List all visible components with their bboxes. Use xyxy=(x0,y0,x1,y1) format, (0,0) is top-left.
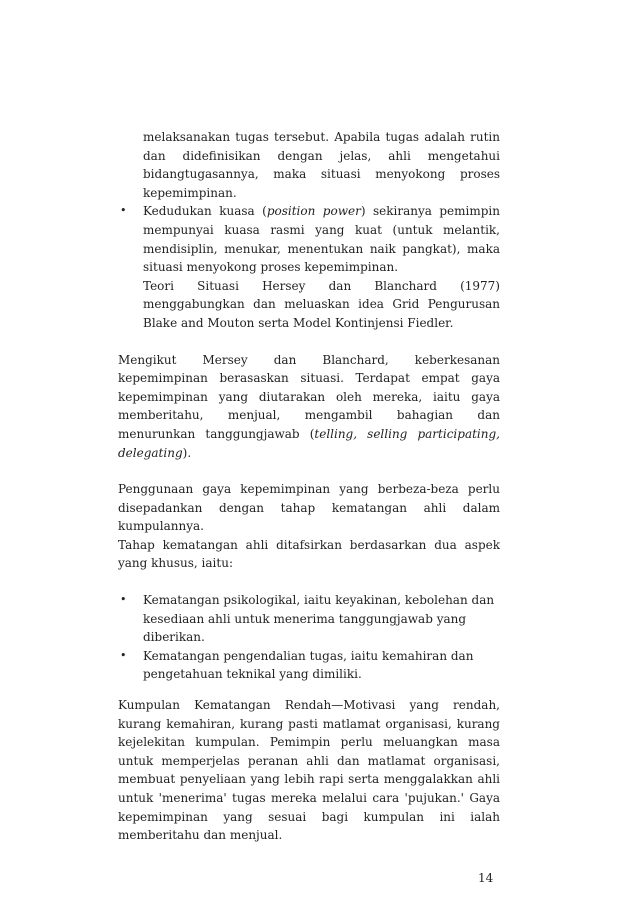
text-span: ) sekiranya pemimpin xyxy=(360,204,500,219)
text-line: Penggunaan gaya kepemimpinan yang berbeza-beza perlu xyxy=(118,482,500,497)
text-line: kepemimpinan. xyxy=(143,185,237,200)
text-line: membuat penyeliaan yang lebih rapi serta menggalakkan ahli xyxy=(118,772,500,787)
text-line: kepemimpinan yang diutarakan oleh mereka, iaitu gaya xyxy=(118,389,500,404)
bullet-position-power xyxy=(118,202,500,276)
text-line: yang khusus, iaitu: xyxy=(118,556,233,571)
text-line: Kematangan pengendalian tugas, iaitu kemahiran dan xyxy=(143,648,474,663)
text-line: Kumpulan Kematangan Rendah—Motivasi yang rendah, xyxy=(118,698,500,713)
text-line: melaksanakan tugas tersebut. Apabila tugas adalah rutin xyxy=(143,130,500,144)
page-body xyxy=(118,128,500,845)
text-line: situasi menyokong proses kepemimpinan. xyxy=(143,260,399,275)
text-line: bidangtugasannya, maka situasi menyokong proses xyxy=(143,167,500,182)
text-line: diberikan. xyxy=(143,630,205,645)
text-line: memberitahu, menjual, mengambil bahagian dan xyxy=(118,408,500,423)
text-line: Teori Situasi Hersey dan Blanchard (1977) xyxy=(143,278,500,293)
emphasis-text: position power xyxy=(266,204,361,219)
continuation-paragraph xyxy=(118,128,500,202)
bullet-icon: • xyxy=(120,593,127,607)
bullet-task-maturity xyxy=(118,647,500,684)
text-span: Kedudukan kuasa ( xyxy=(143,204,267,219)
bullet-icon: • xyxy=(120,204,127,218)
mersey-blanchard-paragraph xyxy=(118,351,500,463)
text-line: Blake and Mouton serta Model Kontinjensi Fiedler. xyxy=(143,315,454,330)
text-line: kurang kemahiran, kurang pasti matlamat organisasi, kurang xyxy=(118,716,500,731)
hersey-blanchard-paragraph xyxy=(118,277,500,333)
text-line: mendisiplin, menukar, menentukan naik pangkat), maka xyxy=(143,241,500,256)
text-line: memberitahu dan menjual. xyxy=(118,828,283,843)
text-line: untuk 'menerima' tugas mereka melalui cara 'pujukan.' Gaya xyxy=(118,791,500,805)
text-span: ). xyxy=(182,445,192,460)
text-line: Mengikut Mersey dan Blanchard, keberkesanan xyxy=(118,352,500,367)
paragraph-gap xyxy=(118,573,500,591)
leadership-style-paragraph xyxy=(118,480,500,573)
text-line xyxy=(118,202,500,221)
text-line: kepemimpinan yang sesuai bagi kumpulan ini ialah xyxy=(118,809,500,824)
text-line: kesediaan ahli untuk menerima tanggungjawab yang xyxy=(143,611,467,626)
emphasis-text: telling, selling participating, xyxy=(314,426,500,441)
text-line: pengetahuan teknikal yang dimiliki. xyxy=(143,667,362,682)
paragraph-gap xyxy=(118,333,500,351)
text-line: dan didefinisikan dengan jelas, ahli mengetahui xyxy=(143,148,500,163)
text-line xyxy=(118,425,500,444)
paragraph-gap xyxy=(118,462,500,480)
text-line: Tahap kematangan ahli ditafsirkan berdasarkan dua aspek xyxy=(118,537,500,552)
text-line: menggabungkan dan meluaskan idea Grid Pengurusan xyxy=(143,297,500,312)
text-line xyxy=(118,444,500,463)
text-line: disepadankan dengan tahap kematangan ahli dalam xyxy=(118,500,500,515)
bullet-psychological-maturity xyxy=(118,591,500,647)
text-line: mempunyai kuasa rasmi yang kuat (untuk melantik, xyxy=(143,222,500,237)
low-maturity-paragraph xyxy=(118,696,500,845)
emphasis-text: delegating xyxy=(118,445,183,460)
text-line: kumpulannya. xyxy=(118,519,204,534)
text-span: menurunkan tanggungjawab ( xyxy=(118,426,315,441)
page-number: 14 xyxy=(478,871,494,885)
text-line: Kematangan psikologikal, iaitu keyakinan, kebolehan dan xyxy=(143,593,495,608)
text-line: kejelekitan kumpulan. Pemimpin perlu meluangkan masa xyxy=(118,735,500,750)
text-line: untuk memperjelas peranan ahli dan matlamat organisasi, xyxy=(118,753,500,768)
bullet-icon: • xyxy=(120,648,127,662)
text-line: kepemimpinan berasaskan situasi. Terdapat empat gaya xyxy=(118,371,500,386)
paragraph-gap xyxy=(118,684,500,696)
